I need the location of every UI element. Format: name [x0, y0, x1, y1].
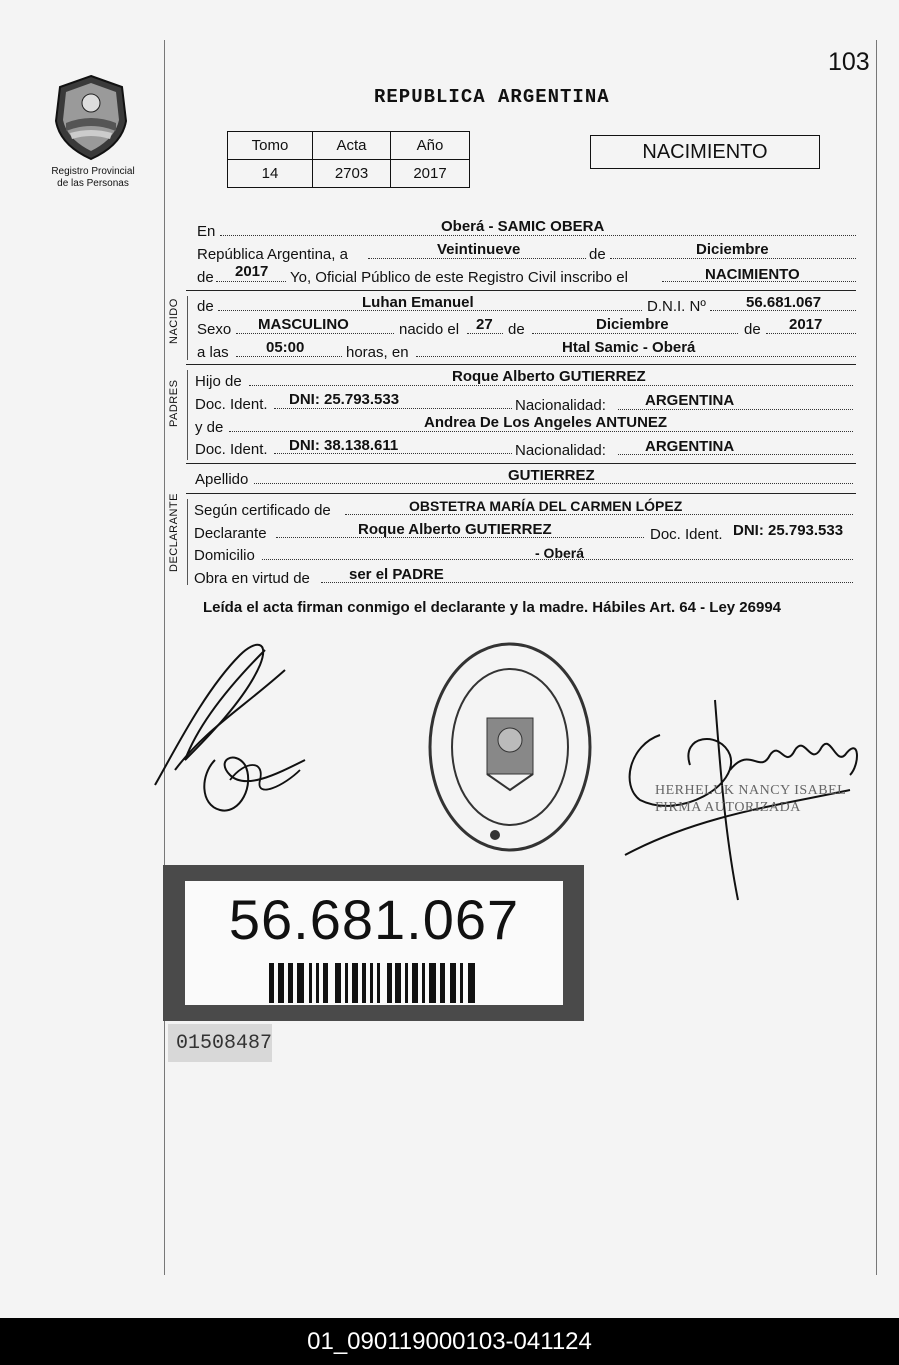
coat-of-arms-icon	[52, 73, 130, 161]
label-de-nacido: de	[197, 298, 214, 315]
record-value-tomo: 14	[228, 160, 313, 188]
dni-sticker-number: 56.681.067	[228, 888, 520, 951]
surname-value: GUTIERREZ	[508, 467, 595, 484]
authorized-title: FIRMA AUTORIZADA	[655, 800, 801, 815]
month-value: Diciembre	[696, 241, 769, 258]
label-hijo-de: Hijo de	[195, 373, 242, 390]
label-doc-padre: Doc. Ident.	[195, 396, 268, 413]
birth-time-value: 05:00	[266, 339, 305, 356]
declarant-doc-value: DNI: 25.793.533	[733, 522, 844, 539]
barcode-icon	[269, 963, 479, 1003]
serial-label	[168, 1024, 272, 1062]
label-nac-madre: Nacionalidad:	[515, 442, 606, 459]
registry-caption	[38, 166, 148, 190]
registry-caption-line1: Registro Provincial	[51, 166, 135, 177]
record-value-acta: 2703	[313, 160, 391, 188]
label-obra: Obra en virtud de	[194, 570, 310, 587]
record-header-acta: Acta	[313, 132, 391, 160]
record-header-anio: Año	[391, 132, 470, 160]
label-domicilio: Domicilio	[194, 547, 255, 564]
side-label-nacido: NACIDO	[168, 298, 180, 344]
mother-doc-value: DNI: 38.138.611	[289, 437, 399, 454]
address-value: - Oberá	[535, 545, 585, 561]
label-segun: Según certificado de	[194, 502, 331, 519]
label-de-mes: de	[508, 321, 525, 338]
label-y-de: y de	[195, 419, 224, 436]
birth-year-value: 2017	[789, 316, 823, 333]
birth-day-value: 27	[476, 316, 493, 333]
birth-place-value: Htal Samic - Oberá	[562, 339, 696, 356]
act-value: NACIMIENTO	[705, 266, 800, 283]
act-type-box: NACIMIENTO	[590, 135, 820, 169]
authorized-signer	[655, 782, 846, 816]
closing-note: Leída el acta firman conmigo el declarante y la madre. Hábiles Art. 64 - Ley 26994	[203, 599, 782, 616]
label-nacido-el: nacido el	[399, 321, 460, 338]
child-name-value: Luhan Emanuel	[362, 294, 474, 311]
birth-month-value: Diciembre	[596, 316, 669, 333]
label-de-2: de	[197, 269, 214, 286]
label-sexo: Sexo	[197, 321, 232, 338]
record-header-tomo: Tomo	[228, 132, 313, 160]
signature-left	[145, 610, 310, 820]
sex-value: MASCULINO	[258, 316, 349, 333]
page-number: 103	[828, 48, 870, 76]
year-value: 2017	[235, 263, 269, 280]
certificate-value: OBSTETRA MARÍA DEL CARMEN LÓPEZ	[409, 498, 683, 514]
label-doc-madre: Doc. Ident.	[195, 441, 268, 458]
father-nationality-value: ARGENTINA	[645, 392, 735, 409]
right-margin-line	[876, 40, 877, 1275]
father-name-value: Roque Alberto GUTIERREZ	[452, 368, 646, 385]
label-apellido: Apellido	[195, 471, 249, 488]
page-title: REPUBLICA ARGENTINA	[374, 86, 610, 108]
official-stamp-icon	[425, 640, 595, 855]
capacity-value: ser el PADRE	[349, 566, 444, 583]
label-en: En	[197, 223, 216, 240]
father-doc-value: DNI: 25.793.533	[289, 391, 400, 408]
file-identifier: 01_090119000103-041124	[0, 1318, 899, 1365]
record-value-anio: 2017	[391, 160, 470, 188]
place-value: Oberá - SAMIC OBERA	[441, 218, 605, 235]
mother-nationality-value: ARGENTINA	[645, 438, 735, 455]
label-republica: República Argentina, a	[197, 246, 348, 263]
child-dni-value: 56.681.067	[746, 294, 822, 311]
dni-sticker	[163, 865, 584, 1021]
declarant-value: Roque Alberto GUTIERREZ	[358, 521, 552, 538]
label-doc-declarante: Doc. Ident.	[650, 526, 723, 543]
label-declarante: Declarante	[194, 525, 267, 542]
label-de-anio: de	[744, 321, 761, 338]
label-de-1: de	[589, 246, 606, 263]
mother-name-value: Andrea De Los Angeles ANTUNEZ	[424, 414, 668, 431]
serial-number: 01508487	[176, 1032, 273, 1055]
side-label-padres: PADRES	[168, 379, 180, 427]
day-words-value: Veintinueve	[437, 241, 521, 258]
label-horas-en: horas, en	[346, 344, 409, 361]
label-nac-padre: Nacionalidad:	[515, 397, 606, 414]
authorized-name: HERHELUK NANCY ISABEL	[655, 783, 847, 798]
label-dni: D.N.I. Nº	[647, 298, 706, 315]
registry-caption-line2: de las Personas	[57, 178, 129, 189]
record-table	[227, 131, 470, 188]
label-yo: Yo, Oficial Público de este Registro Civil inscribo el	[290, 269, 628, 286]
side-label-declarante: DECLARANTE	[168, 493, 180, 572]
label-a-las: a las	[197, 344, 229, 361]
